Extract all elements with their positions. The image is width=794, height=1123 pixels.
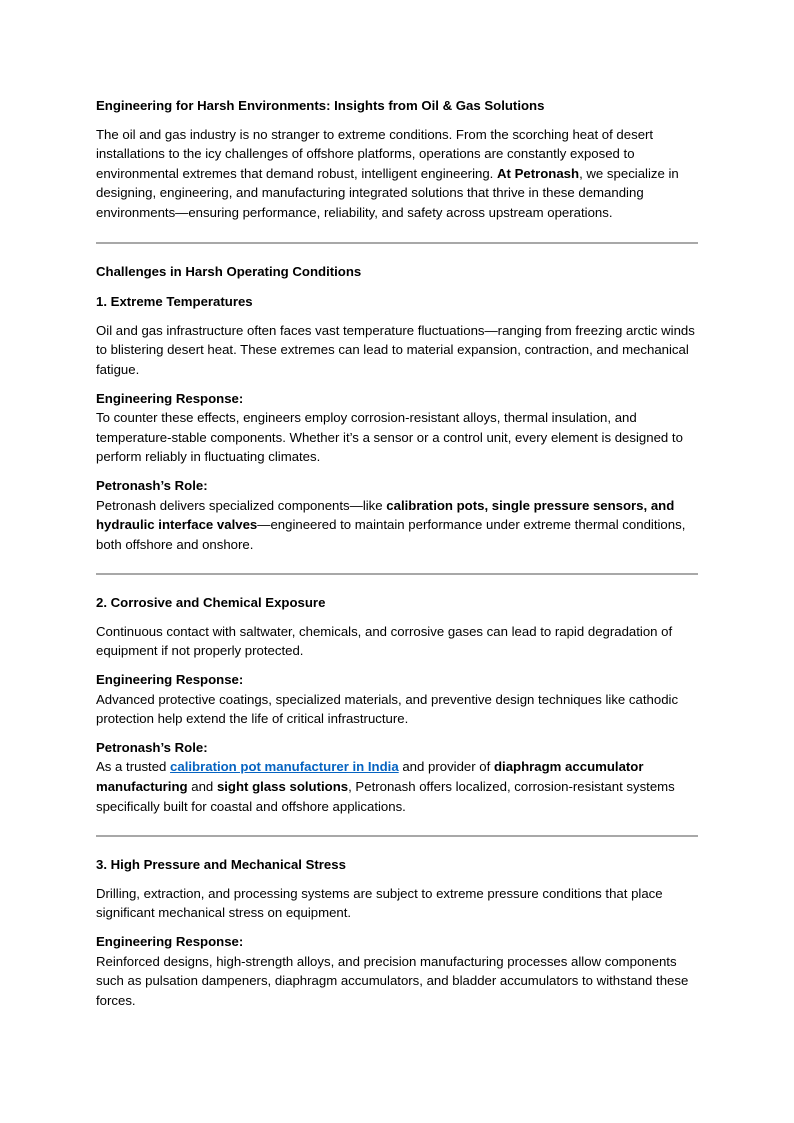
intro-paragraph xyxy=(96,125,700,223)
section-1-engineering-text: To counter these effects, engineers employ corrosion-resistant alloys, thermal insulation, and temperature-stable components. Whether it’s a sensor or a control unit, every element is designed to perform reliably in fluctuating climates. xyxy=(96,410,683,465)
section-1-role-text xyxy=(96,496,700,555)
section-3-engineering-label: Engineering Response: xyxy=(96,934,244,949)
intro-text-b: , we specialize in designing, engineering, and manufacturing integrated solutions that thrive in these demanding environments—ensuring performance, reliability, and safety across upstream operations. xyxy=(96,165,679,220)
challenges-heading: Challenges in Harsh Operating Conditions xyxy=(96,263,362,279)
section-2-role-text-c: and xyxy=(187,779,217,795)
section-divider xyxy=(96,835,698,837)
section-2-engineering-label: Engineering Response: xyxy=(96,672,244,688)
section-2-heading: 2. Corrosive and Chemical Exposure xyxy=(96,595,326,611)
section-1-role-text-a: Petronash delivers specialized components—like xyxy=(96,497,387,513)
section-1-heading: 1. Extreme Temperatures xyxy=(96,294,253,310)
document-title: Engineering for Harsh Environments: Insights from Oil & Gas Solutions xyxy=(96,98,545,113)
intro-text-a: The oil and gas industry is no stranger to extreme conditions. From the scorching heat of desert installations to the icy challenges of offshore platforms, operations are constantly exposed to environmental extremes that demand robust, intelligent engineering. xyxy=(96,126,654,181)
section-3-body: Drilling, extraction, and processing systems are subject to extreme pressure conditions that place significant mechanical stress on equipment. xyxy=(96,885,663,921)
section-1-engineering-label: Engineering Response: xyxy=(96,390,244,406)
section-2-body: Continuous contact with saltwater, chemicals, and corrosive gases can lead to rapid degradation of equipment if not properly protected. xyxy=(96,623,673,659)
section-2-role-text-b: and provider of xyxy=(398,759,494,775)
section-3-engineering-text: Reinforced designs, high-strength alloys, and precision manufacturing processes allow components such as pulsation dampeners, diaphragm accumulators, and bladder accumulators to withstand these forces. xyxy=(96,953,689,1008)
section-1-body: Oil and gas infrastructure often faces vast temperature fluctuations—ranging from freezing arctic winds to blistering desert heat. These extremes can lead to material expansion, contraction, and mechanical fatigue. xyxy=(96,322,695,377)
section-1-role-text-b: —engineered to maintain performance under extreme thermal conditions, both offshore and onshore. xyxy=(96,517,686,552)
section-2-role-label: Petronash’s Role: xyxy=(96,739,208,755)
section-1-role-bold: calibration pots, single pressure sensors, and hydraulic interface valves xyxy=(96,497,675,533)
section-divider xyxy=(96,242,698,244)
section-2-role-text-d: , Petronash offers localized, corrosion-resistant systems specifically built for coastal and offshore applications. xyxy=(96,779,675,814)
section-2-role-text-a: As a trusted xyxy=(96,759,171,775)
intro-bold: At Petronash xyxy=(497,165,580,181)
section-1-role-label: Petronash’s Role: xyxy=(96,477,208,493)
section-2-role-text xyxy=(96,757,700,816)
document-page xyxy=(96,96,700,1019)
section-2-role-bold-1: diaphragm accumulator manufacturing xyxy=(96,759,644,795)
section-3-heading: 3. High Pressure and Mechanical Stress xyxy=(96,857,346,873)
calibration-pot-manufacturer-link[interactable]: calibration pot manufacturer in India xyxy=(170,759,399,775)
section-2-engineering-text: Advanced protective coatings, specialized materials, and preventive design techniques like cathodic protection help extend the life of critical infrastructure. xyxy=(96,691,679,727)
section-divider xyxy=(96,573,698,575)
section-2-role-bold-2: sight glass solutions xyxy=(216,779,349,795)
